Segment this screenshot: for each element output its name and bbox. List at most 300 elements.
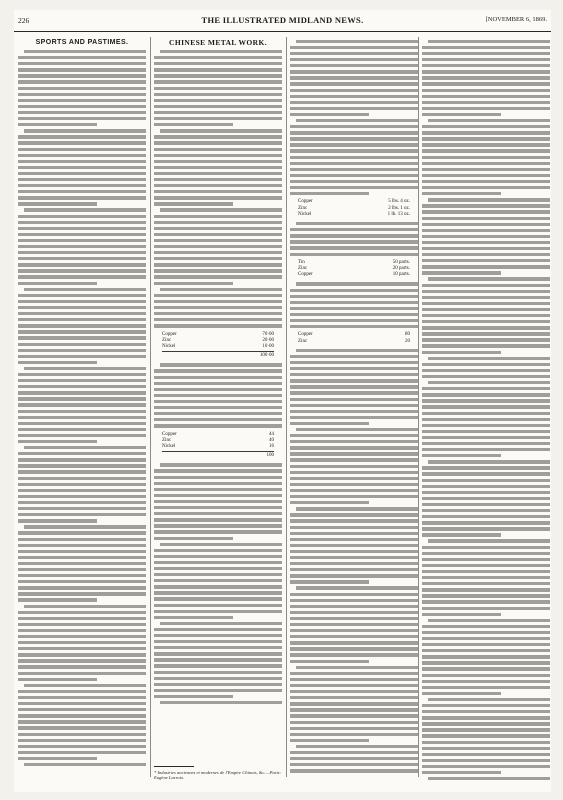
text-line [24,50,146,53]
text-line [160,288,282,291]
text-line [18,653,146,656]
text-line [154,677,282,680]
text-line [154,154,282,157]
text-line [18,336,146,339]
text-line [422,314,550,317]
text-line [296,222,418,225]
text-line [422,320,550,323]
alloy-table-4 [298,260,410,279]
text-line [290,471,418,474]
text-line [154,282,233,285]
column-2 [154,37,282,782]
text-line [154,221,282,224]
text-line [154,585,282,588]
text-line [290,660,369,663]
text-line [18,592,146,595]
text-line [422,149,550,152]
text-line [290,562,418,565]
text-line [422,722,550,725]
table-value: 44 [269,431,274,437]
text-line [24,208,146,211]
text-line [154,597,282,600]
text-line [18,361,97,364]
table-value: 2 lbs. 1 oz. [388,205,410,211]
text-line [154,148,282,151]
text-line [422,448,550,451]
table-row [298,339,410,345]
text-line [154,369,282,372]
text-line [290,192,369,195]
text-line [154,494,282,497]
text-line [422,344,550,347]
text-line [422,661,550,664]
text-line [422,101,550,104]
text-line [422,82,550,85]
text-line [290,544,418,547]
text-line [18,178,146,181]
text-line [18,452,146,455]
text-line [154,74,282,77]
text-line [18,562,146,565]
text-line [422,186,550,189]
text-line [422,302,550,305]
text-line [422,631,550,634]
text-line [154,634,282,637]
text-line [290,550,418,553]
text-line [18,733,146,736]
text-line [290,313,418,316]
text-line [422,637,550,640]
text-line [422,674,550,677]
header-rule [14,31,551,32]
page-number: 226 [18,16,30,25]
table-value: 5 lbs. 4 oz. [388,199,410,205]
text-line [290,228,418,231]
section-heading-chinese-metal: CHINESE METAL WORK. [169,38,267,47]
text-line [290,325,418,328]
text-line [290,702,418,705]
text-line [422,686,550,689]
text-line [290,137,418,140]
text-line [422,466,550,469]
text-line [154,549,282,552]
text-line [428,119,550,122]
text-line [154,68,282,71]
text-line [24,525,146,528]
text-line [18,416,146,419]
text-line [422,546,550,549]
text-line [18,215,146,218]
text-line [154,257,282,260]
footnote-rule [154,766,194,767]
text-line [290,367,418,370]
text-line [290,307,418,310]
text-line [422,180,550,183]
text-line [422,625,550,628]
text-line [290,422,369,425]
text-line [154,93,282,96]
text-line [290,416,418,419]
table-total: 100 [266,453,274,459]
text-line [154,99,282,102]
text-line [18,617,146,620]
text-line [18,117,146,120]
text-line [18,544,146,547]
text-line [422,156,550,159]
text-line [18,745,146,748]
text-line [422,296,550,299]
table-label: Nickel [298,211,312,217]
text-line [296,507,418,510]
table-label: Zinc [298,266,308,272]
text-line [422,692,501,695]
text-line [422,472,550,475]
text-line [422,728,550,731]
table-label: Zinc [298,338,308,344]
text-line [18,300,146,303]
text-line [290,617,418,620]
text-line [422,509,550,512]
text-line [18,385,146,388]
table-label: Zinc [298,205,308,211]
column-divider [286,37,287,777]
text-line [18,312,146,315]
table-total-row [162,451,274,459]
text-line [422,235,550,238]
text-line [422,576,550,579]
text-line [290,684,418,687]
text-line [422,217,550,220]
text-line [422,485,550,488]
text-line [18,641,146,644]
table-value: 80 [405,332,410,338]
text-line [422,247,550,250]
text-line [422,521,550,524]
text-line [422,393,550,396]
text-line [290,623,418,626]
text-line [290,355,418,358]
text-line [18,538,146,541]
text-line [290,763,418,766]
article-body [290,222,418,256]
text-line [290,519,418,522]
text-line [290,769,418,772]
text-line [160,208,282,211]
text-line [290,690,418,693]
text-line [18,397,146,400]
text-line [154,196,282,199]
text-line [296,745,418,748]
text-line [422,107,550,110]
text-line [154,178,282,181]
text-line [290,653,418,656]
text-line [154,664,282,667]
text-line [18,598,97,601]
text-line [290,125,418,128]
text-line [290,568,418,571]
text-line [18,373,146,376]
text-line [18,160,146,163]
text-line [290,739,369,742]
text-line [18,751,146,754]
text-line [154,306,282,309]
table-row [162,344,274,350]
text-line [290,373,418,376]
text-line [154,245,282,248]
text-line [18,62,146,65]
article-body [422,381,550,780]
table-label: Copper [298,199,313,205]
text-line [422,564,550,567]
text-line [290,733,418,736]
text-line [18,221,146,224]
text-line [290,489,418,492]
text-line [18,172,146,175]
text-line [290,398,418,401]
text-line [18,739,146,742]
text-line [18,99,146,102]
text-line [422,442,550,445]
text-line [290,611,418,614]
text-line [18,690,146,693]
text-line [422,710,550,713]
text-line [154,591,282,594]
text-line [428,698,550,701]
text-line [154,111,282,114]
article-body [154,363,282,427]
text-line [422,192,501,195]
text-line [154,184,282,187]
text-line [422,497,550,500]
text-line [290,605,418,608]
text-line [290,156,418,159]
text-line [422,76,550,79]
text-line [24,605,146,608]
text-line [422,265,550,268]
text-line [422,387,550,390]
text-line [18,458,146,461]
text-line [18,580,146,583]
table-label: Tin [298,259,305,265]
text-line [154,382,282,385]
text-line [422,412,550,415]
text-line [24,288,146,291]
text-line [422,162,550,165]
text-line [18,531,146,534]
text-line [18,123,97,126]
text-line [422,704,550,707]
text-line [290,465,418,468]
column-4 [422,37,550,782]
text-line [422,734,550,737]
text-line [290,131,418,134]
text-line [290,385,418,388]
text-line [290,82,418,85]
text-line [422,363,550,366]
table-value: 40 [269,437,274,443]
text-line [422,515,550,518]
text-line [422,58,550,61]
text-line [154,424,282,427]
text-line [18,678,97,681]
text-line [154,579,282,582]
text-line [290,301,418,304]
text-line [160,622,282,625]
text-line [160,363,282,366]
text-line [18,74,146,77]
text-line [422,204,550,207]
text-line [422,351,501,354]
text-line [290,113,369,116]
text-line [154,233,282,236]
table-row [162,444,274,450]
text-line [422,95,550,98]
text-line [154,695,233,698]
text-line [18,464,146,467]
text-line [296,428,418,431]
alloy-table-3 [298,199,410,218]
text-line [18,93,146,96]
text-line [154,105,282,108]
text-line [290,440,418,443]
text-line [154,80,282,83]
text-line [290,70,418,73]
table-value: 10·00 [262,343,274,349]
table-label: Nickel [162,443,176,449]
text-line [290,52,418,55]
text-line [422,308,550,311]
text-line [154,202,233,205]
text-line [154,251,282,254]
text-line [154,658,282,661]
text-line [18,708,146,711]
text-line [154,561,282,564]
footnote: * Industries anciennes et modernes de l'Empire Chinois, &c.—Paris: Eugène Lacroix. [154,770,282,781]
text-line [18,513,146,516]
text-line [422,479,550,482]
text-line [422,680,550,683]
text-line [422,454,501,457]
text-line [422,284,550,287]
text-line [18,659,146,662]
text-line [296,586,418,589]
text-line [18,349,146,352]
text-line [18,355,146,358]
text-line [18,166,146,169]
text-line [290,751,418,754]
text-line [422,600,550,603]
text-line [18,135,146,138]
text-line [422,643,550,646]
table-value: 20 parts. [392,266,410,272]
text-line [18,379,146,382]
newspaper-page [14,10,551,792]
text-line [290,483,418,486]
text-line [422,655,550,658]
text-line [154,215,282,218]
text-line [422,613,501,616]
text-line [18,720,146,723]
text-line [18,105,146,108]
text-line [154,166,282,169]
text-line [422,52,550,55]
text-line [428,357,550,360]
text-line [422,667,550,670]
text-line [154,318,282,321]
text-line [18,324,146,327]
text-line [154,227,282,230]
text-line [154,123,233,126]
text-line [18,190,146,193]
text-line [18,403,146,406]
text-line [18,483,146,486]
text-line [154,300,282,303]
text-line [422,533,501,536]
text-line [428,277,550,280]
text-line [422,46,550,49]
text-line [154,394,282,397]
text-line [154,610,282,613]
text-line [18,477,146,480]
text-line [18,507,146,510]
text-line [428,539,550,542]
text-line [422,143,550,146]
text-line [24,763,146,766]
text-line [422,241,550,244]
text-line [18,495,146,498]
text-line [18,141,146,144]
text-line [154,628,282,631]
text-line [290,162,418,165]
text-line [422,436,550,439]
text-line [422,747,550,750]
text-line [290,538,418,541]
text-line [18,568,146,571]
text-line [18,251,146,254]
text-line [290,452,418,455]
text-line [290,556,418,559]
text-line [422,588,550,591]
text-line [18,257,146,260]
table-value: 20·00 [262,337,274,343]
text-line [18,574,146,577]
text-line [18,428,146,431]
text-line [18,696,146,699]
text-line [18,227,146,230]
alloy-table-5 [298,332,410,344]
text-line [290,599,418,602]
table-row [298,272,410,278]
article-body [18,50,146,766]
text-line [18,611,146,614]
text-line [154,640,282,643]
table-row [298,212,410,218]
text-line [422,399,550,402]
text-line [154,324,282,327]
text-line [290,76,418,79]
table-label: Copper [162,331,177,337]
text-line [18,233,146,236]
text-line [290,95,418,98]
text-line [154,275,282,278]
text-line [422,771,501,774]
text-line [154,412,282,415]
text-line [154,406,282,409]
article-body [290,282,418,328]
text-line [18,391,146,394]
text-line [24,446,146,449]
text-line [154,312,282,315]
